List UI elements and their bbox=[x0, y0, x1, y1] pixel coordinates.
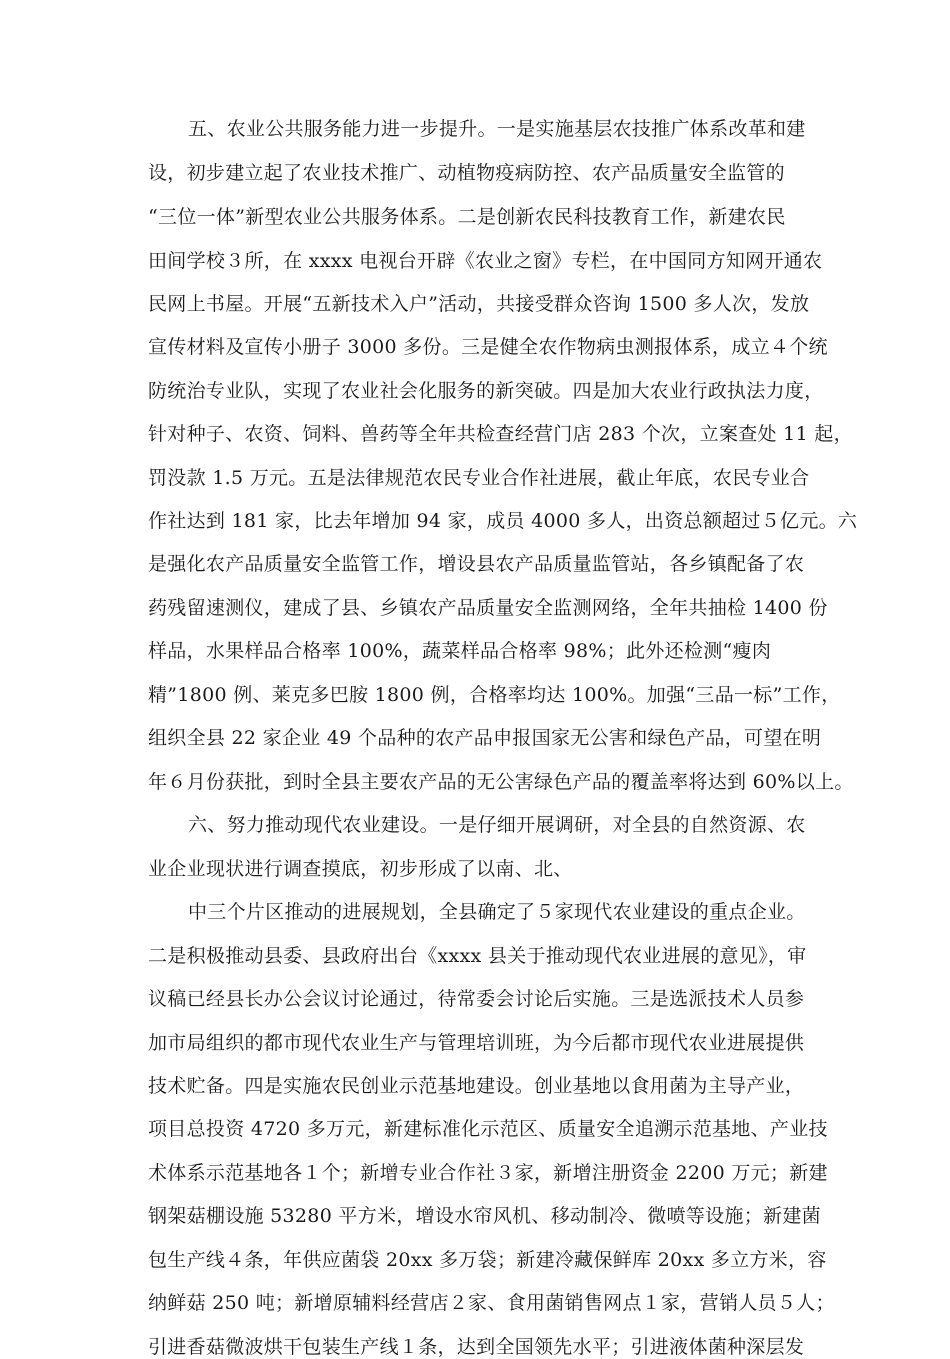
paragraph-7-line-8: 钢架菇棚设施 53280 平方米，增设水帘风机、移动制冷、微喷等设施；新建菌 bbox=[148, 1205, 821, 1227]
paragraph-7-line-9: 包生产线４条，年供应菌袋 20xx 多万袋；新建冷藏保鲜库 20xx 多立方米，容 bbox=[148, 1249, 827, 1271]
paragraph-5-line-12: 药残留速测仪，建成了县、乡镇农产品质量安全监测网络，全年共抽检 1400 份 bbox=[148, 597, 828, 619]
paragraph-5-line-1: 五、农业公共服务能力进一步提升。一是实施基层农技推广体系改革和建 bbox=[188, 118, 806, 140]
paragraph-7-line-1: 中三个片区推动的进展规划，全县确定了５家现代农业建设的重点企业。 bbox=[188, 901, 806, 923]
paragraph-7-line-5: 技术贮备。四是实施农民创业示范基地建设。创业基地以食用菌为主导产业， bbox=[148, 1075, 805, 1097]
paragraph-6-line-2: 业企业现状进行调查摸底，初步形成了以南、北、 bbox=[148, 858, 573, 880]
paragraph-7-line-3: 议稿已经县长办公会议讨论通过，待常委会讨论后实施。三是选派技术人员参 bbox=[148, 988, 805, 1010]
paragraph-7-line-11: 引进香菇微波烘干包装生产线１条，达到全国领先水平；引进液体菌种深层发 bbox=[148, 1336, 805, 1358]
paragraph-5-line-11: 是强化农产品质量安全监管工作，增设县农产品质量监管站，各乡镇配备了农 bbox=[148, 553, 805, 575]
paragraph-5-line-16: 年６月份获批，到时全县主要农产品的无公害绿色产品的覆盖率将达到 60%以上。 bbox=[148, 771, 854, 793]
paragraph-5-line-9: 罚没款 1.5 万元。五是法律规范农民专业合作社进展，截止年底，农民专业合 bbox=[148, 467, 810, 489]
paragraph-7-line-7: 术体系示范基地各１个；新增专业合作社３家，新增注册资金 2200 万元；新建 bbox=[148, 1162, 828, 1184]
paragraph-5-line-7: 防统治专业队，实现了农业社会化服务的新突破。四是加大农业行政执法力度， bbox=[148, 380, 824, 402]
paragraph-5-line-6: 宣传材料及宣传小册子 3000 多份。三是健全农作物病虫测报体系，成立４个统 bbox=[148, 336, 828, 358]
paragraph-5-line-13: 样品，水果样品合格率 100%，蔬菜样品合格率 98%；此外还检测“瘦肉 bbox=[148, 640, 772, 662]
paragraph-5-line-3: “三位一体”新型农业公共服务体系。二是创新农民科技教育工作，新建农民 bbox=[148, 206, 786, 228]
paragraph-7-line-2: 二是积极推动县委、县政府出台《xxxx 县关于推动现代农业进展的意见》，审 bbox=[148, 945, 807, 967]
paragraph-5-line-10: 作社达到 181 家，比去年增加 94 家，成员 4000 多人，出资总额超过５亿元。六 bbox=[148, 510, 858, 532]
paragraph-7-line-4: 加市局组织的都市现代农业生产与管理培训班，为今后都市现代农业进展提供 bbox=[148, 1032, 805, 1054]
paragraph-6-line-1: 六、努力推动现代农业建设。一是仔细开展调研，对全县的自然资源、农 bbox=[188, 814, 806, 836]
paragraph-5-line-15: 组织全县 22 家企业 49 个品种的农产品申报国家无公害和绿色产品，可望在明 bbox=[148, 727, 822, 749]
paragraph-5-line-2: 设，初步建立起了农业技术推广、动植物疫病防控、农产品质量安全监管的 bbox=[148, 162, 785, 184]
paragraph-5-line-5: 民网上书屋。开展“五新技术入户”活动，共接受群众咨询 1500 多人次，发放 bbox=[148, 293, 810, 315]
paragraph-5-line-14: 精”1800 例、莱克多巴胺 1800 例，合格率均达 100%。加强“三品一标”工作， bbox=[148, 684, 841, 706]
paragraph-7-line-6: 项目总投资 4720 多万元，新建标准化示范区、质量安全追溯示范基地、产业技 bbox=[148, 1118, 828, 1140]
paragraph-5-line-8: 针对种子、农资、饲料、兽药等全年共检查经营门店 283 个次，立案查处 11 起， bbox=[148, 423, 853, 445]
paragraph-7-line-10: 纳鲜菇 250 吨；新增原辅料经营店２家、食用菌销售网点１家，营销人员５人； bbox=[148, 1292, 835, 1314]
paragraph-5-line-4: 田间学校３所，在 xxxx 电视台开辟《农业之窗》专栏，在中国同方知网开通农 bbox=[148, 250, 823, 272]
